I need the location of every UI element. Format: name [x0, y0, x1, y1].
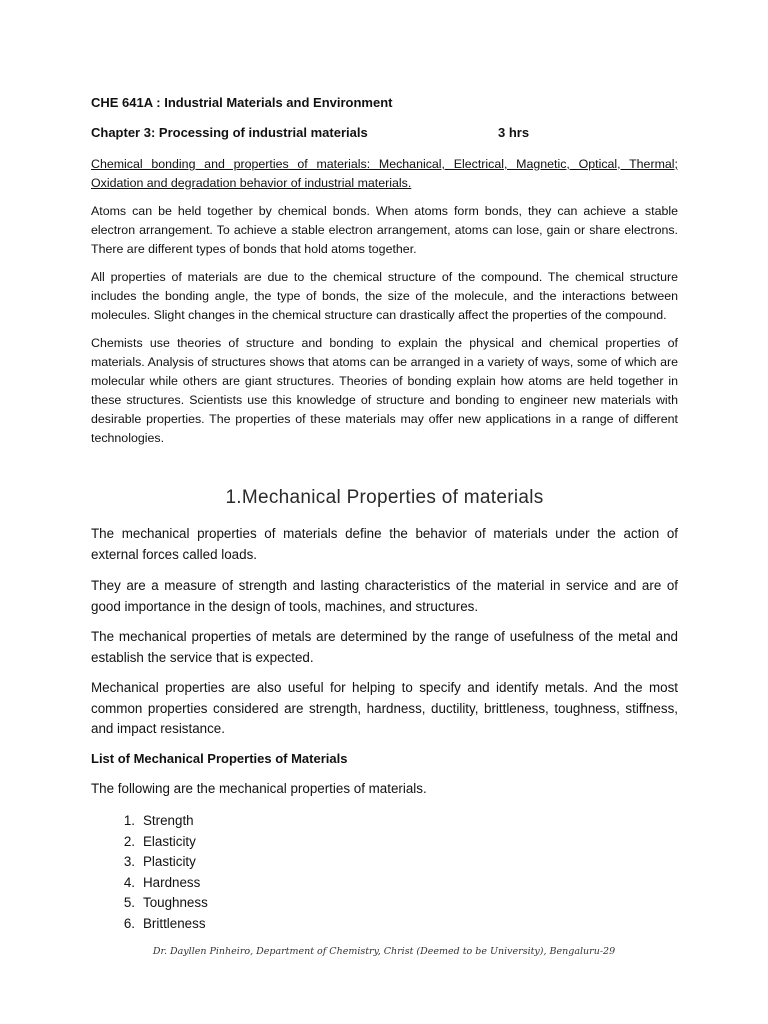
list-item-number: 3. [123, 854, 135, 869]
list-item-number: 5. [123, 895, 135, 910]
chapter-title: Chapter 3: Processing of industrial materials [91, 125, 368, 140]
section-paragraph-2: They are a measure of strength and lasting characteristics of the material in service and are of good importance in the design of tools, machines, and structures. [91, 578, 678, 614]
list-item-label: Plasticity [143, 854, 196, 869]
list-item-number: 4. [123, 874, 135, 890]
section-paragraph-4: Mechanical properties are also useful for helping to specify and identify metals. And the most common properties considered are strength, hardness, ductility, brittleness, toughness, stiffness, and impact resistance. [91, 680, 678, 736]
list-item-label: Toughness [143, 895, 208, 910]
list-item [91, 893, 208, 914]
list-item [91, 873, 208, 894]
intro-paragraph-1: Atoms can be held together by chemical bonds. When atoms form bonds, they can achieve a stable electron arrangement. To achieve a stable electron arrangement, atoms can lose, gain or share electrons. There are different types of bonds that hold atoms together. [91, 204, 678, 256]
list-item-number: 1. [123, 813, 135, 828]
list-item-label: Hardness [143, 874, 201, 890]
section-heading: 1.Mechanical Properties of materials [225, 487, 544, 508]
list-item [91, 852, 208, 873]
intro-paragraph-2: All properties of materials are due to the chemical structure of the compound. The chemical structure includes the bonding angle, the type of bonds, the size of the molecule, and the interactions between molecules. Slight changes in the chemical structure can drastically affect the properties of the compound. [91, 270, 678, 322]
list-item [91, 832, 208, 853]
course-title: CHE 641A : Industrial Materials and Environment [91, 95, 393, 110]
section-paragraph-1: The mechanical properties of materials define the behavior of materials under the action of external forces called loads. [91, 526, 678, 562]
list-item-label: Brittleness [143, 915, 206, 931]
chapter-duration: 3 hrs [498, 125, 530, 140]
properties-list [91, 811, 208, 934]
intro-paragraph-3: Chemists use theories of structure and bonding to explain the physical and chemical properties of materials. Analysis of structures shows that atoms can be arranged in a variety of ways, some of which are molecular while others are giant structures. Theories of bonding explain how atoms are held together in these structures. Scientists use this knowledge of structure and bonding to engineer new materials with desirable properties. The properties of these materials may offer new applications in a range of different technologies. [91, 336, 678, 445]
list-item-number: 2. [123, 833, 135, 849]
list-item-number: 6. [123, 915, 135, 931]
list-heading: List of Mechanical Properties of Materials [91, 751, 348, 766]
page-footer: Dr. Dayllen Pinheiro, Department of Chemistry, Christ (Deemed to be University), Bengaluru-29 [152, 946, 616, 957]
section-paragraph-3: The mechanical properties of metals are determined by the range of usefulness of the metal and establish the service that is expected. [91, 629, 678, 665]
list-item [91, 914, 208, 935]
list-item-label: Elasticity [143, 833, 196, 849]
list-intro: The following are the mechanical properties of materials. [91, 781, 427, 796]
list-item-label: Strength [143, 813, 194, 828]
list-item [91, 811, 208, 832]
chapter-header [91, 125, 678, 140]
topics-line: Chemical bonding and properties of materials: Mechanical, Electrical, Magnetic, Optical, Thermal; Oxidation and degradation behavior of industrial materials. [91, 157, 678, 190]
